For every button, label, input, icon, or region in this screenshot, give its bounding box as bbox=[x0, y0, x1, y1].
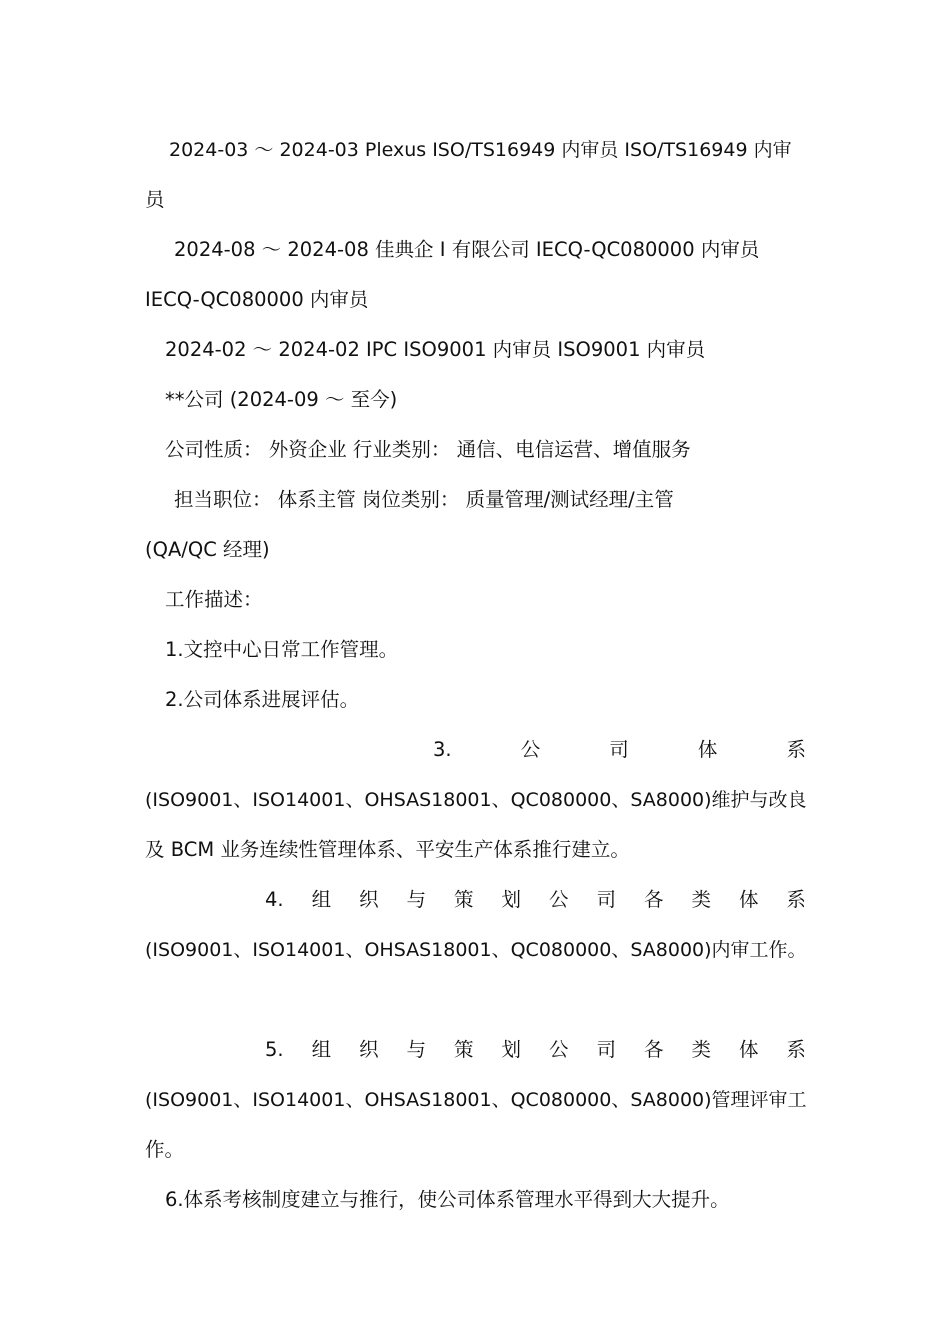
description-item-3-line-2: (ISO9001、ISO14001、OHSAS18001、QC080000、SA8000)维护与改良 bbox=[145, 789, 807, 811]
entry-1-line-2: 员 bbox=[145, 188, 165, 211]
description-item-1: 1.文控中心日常工作管理。 bbox=[165, 638, 399, 661]
item-3-word: 系 bbox=[786, 738, 806, 761]
item-5-word: 织 bbox=[359, 1038, 379, 1061]
entry-2-line-1: 2024-08 ～ 2024-08 佳典企 I 有限公司 IECQ-QC080000 内审员 bbox=[174, 238, 760, 261]
description-item-5-line-1 bbox=[145, 1035, 806, 1065]
description-item-3-line-1 bbox=[145, 735, 806, 765]
entry-2-line-2: IECQ-QC080000 内审员 bbox=[145, 288, 369, 311]
item-5-word: 组 bbox=[311, 1038, 332, 1061]
item-5-word: 策 bbox=[454, 1038, 474, 1061]
description-item-2: 2.公司体系进展评估。 bbox=[165, 688, 360, 711]
item-4-word: 组 bbox=[311, 888, 332, 911]
item-4-word: 策 bbox=[454, 888, 474, 911]
item-4-word: 公 bbox=[549, 888, 569, 911]
item-5-word: 划 bbox=[501, 1038, 522, 1061]
description-item-4-line-1 bbox=[145, 885, 806, 915]
company-position-line-1: 担当职位： 体系主管 岗位类别： 质量管理/测试经理/主管 bbox=[174, 488, 674, 511]
description-label: 工作描述： bbox=[165, 588, 263, 611]
item-4-word: 4. bbox=[265, 888, 284, 911]
entry-1-text: 2024-03 ～ 2024-03 Plexus ISO/TS16949 内审员 ISO/TS16949 内审 bbox=[169, 139, 792, 161]
entry-3-line-1: 2024-02 ～ 2024-02 IPC ISO9001 内审员 ISO9001 内审员 bbox=[165, 338, 706, 361]
item-4-word: 织 bbox=[359, 888, 379, 911]
item-4-word: 司 bbox=[596, 888, 616, 911]
description-item-6: 6.体系考核制度建立与推行，使公司体系管理水平得到大大提升。 bbox=[165, 1188, 730, 1211]
company-nature: 公司性质： 外资企业 行业类别： 通信、电信运营、增值服务 bbox=[165, 438, 691, 461]
item-5-word: 5. bbox=[265, 1038, 284, 1061]
item-5-word: 司 bbox=[596, 1038, 616, 1061]
item-5-word: 体 bbox=[738, 1038, 759, 1061]
item-4-word: 划 bbox=[501, 888, 522, 911]
description-item-4-line-2: (ISO9001、ISO14001、OHSAS18001、QC080000、SA8000)内审工作。 bbox=[145, 939, 807, 961]
item-3-word: 公 bbox=[520, 738, 541, 761]
item-3-word: 司 bbox=[609, 738, 629, 761]
item-5-word: 系 bbox=[786, 1038, 806, 1061]
item-3-word: 体 bbox=[697, 738, 718, 761]
company-position-line-2: (QA/QC 经理) bbox=[145, 538, 270, 561]
item-4-word: 各 bbox=[643, 888, 664, 911]
entry-1-line-1 bbox=[145, 135, 806, 165]
item-5-word: 公 bbox=[549, 1038, 569, 1061]
item-4-word: 系 bbox=[786, 888, 806, 911]
item-5-word: 与 bbox=[406, 1038, 427, 1061]
item-5-word: 各 bbox=[643, 1038, 664, 1061]
description-item-5-line-3: 作。 bbox=[145, 1138, 185, 1161]
item-4-word: 与 bbox=[406, 888, 427, 911]
description-item-3-line-3: 及 BCM 业务连续性管理体系、平安生产体系推行建立。 bbox=[145, 838, 630, 861]
description-item-5-line-2: (ISO9001、ISO14001、OHSAS18001、QC080000、SA8000)管理评审工 bbox=[145, 1089, 807, 1111]
company-heading: **公司 (2024-09 ～ 至今) bbox=[165, 388, 398, 411]
item-4-word: 体 bbox=[738, 888, 759, 911]
item-3-word: 3. bbox=[433, 738, 452, 761]
item-5-word: 类 bbox=[691, 1038, 711, 1061]
item-4-word: 类 bbox=[691, 888, 711, 911]
